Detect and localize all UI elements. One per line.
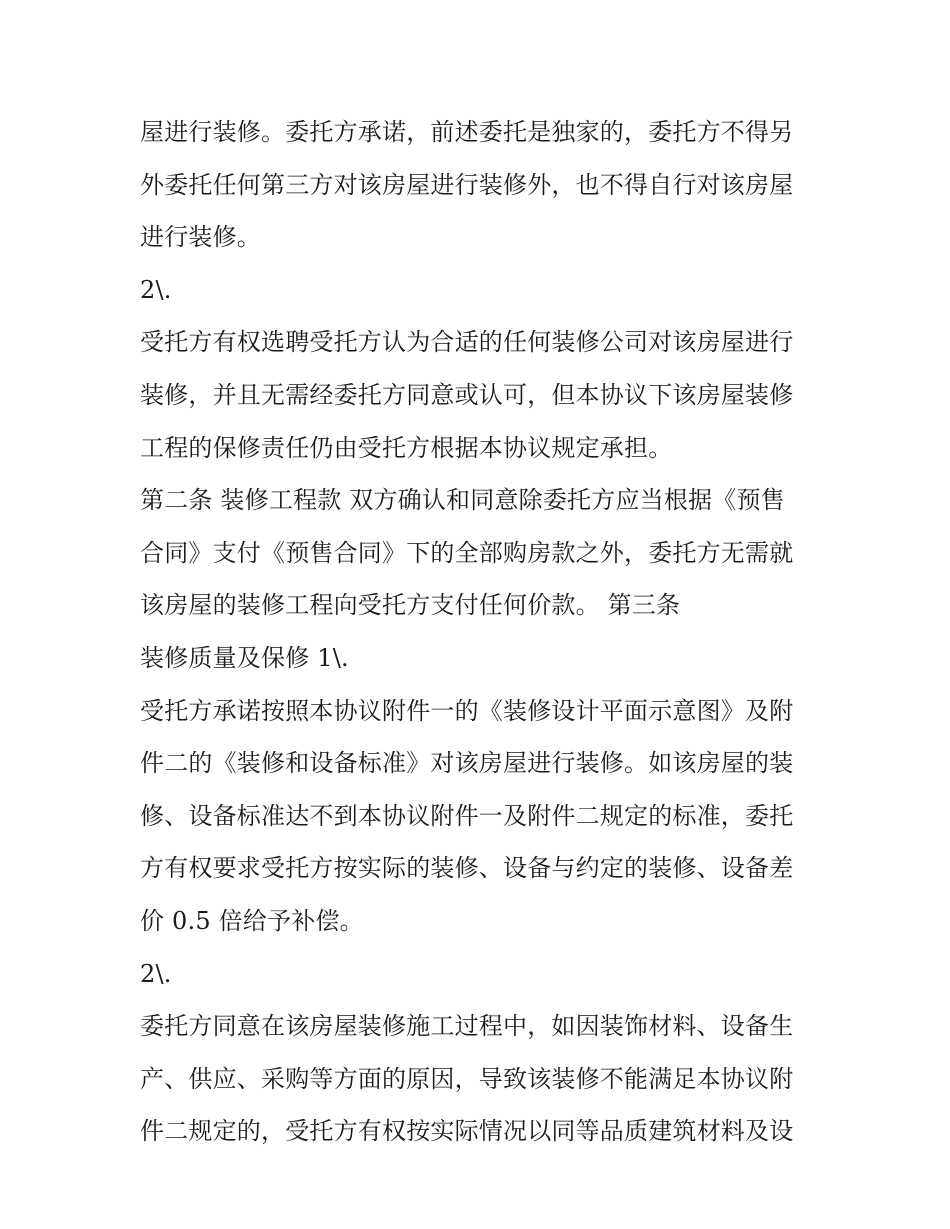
text-line: 产、供应、采购等方面的原因，导致该装修不能满足本协议附 [140, 1064, 794, 1093]
text-line: 价 0.5 倍给予补偿。 [140, 906, 364, 935]
text-line: 件二规定的，受托方有权按实际情况以同等品质建筑材料及设 [140, 1117, 794, 1146]
text-line: 工程的保修责任仍由受托方根据本协议规定承担。 [140, 433, 673, 462]
document-body [140, 106, 830, 1158]
clause-number: 2\. [140, 959, 172, 988]
text-line: 屋进行装修。委托方承诺，前述委托是独家的，委托方不得另 [140, 118, 794, 146]
article-heading-line: 装修质量及保修 1\. [140, 643, 349, 672]
text-line: 委托方同意在该房屋装修施工过程中，如因装饰材料、设备生 [140, 1012, 794, 1041]
text-line: 受托方承诺按照本协议附件一的《装修设计平面示意图》及附 [140, 696, 794, 725]
text-line: 外委托任何第三方对该房屋进行装修外，也不得自行对该房屋 [140, 170, 794, 199]
article-heading-line: 第二条 装修工程款 双方确认和同意除委托方应当根据《预售 [140, 486, 785, 515]
text-line: 该房屋的装修工程向受托方支付任何价款。 第三条 [140, 591, 681, 620]
text-line: 受托方有权选聘受托方认为合适的任何装修公司对该房屋进行 [140, 328, 794, 357]
text-line: 进行装修。 [140, 223, 261, 252]
text-line: 件二的《装修和设备标准》对该房屋进行装修。如该房屋的装 [140, 749, 794, 778]
clause-number: 2\. [140, 275, 172, 304]
text-line: 方有权要求受托方按实际的装修、设备与约定的装修、设备差 [140, 854, 794, 883]
text-line: 装修，并且无需经委托方同意或认可，但本协议下该房屋装修 [140, 380, 794, 409]
text-line: 合同》支付《预售合同》下的全部购房款之外，委托方无需就 [140, 538, 794, 567]
text-line: 修、设备标准达不到本协议附件一及附件二规定的标准，委托 [140, 801, 794, 830]
